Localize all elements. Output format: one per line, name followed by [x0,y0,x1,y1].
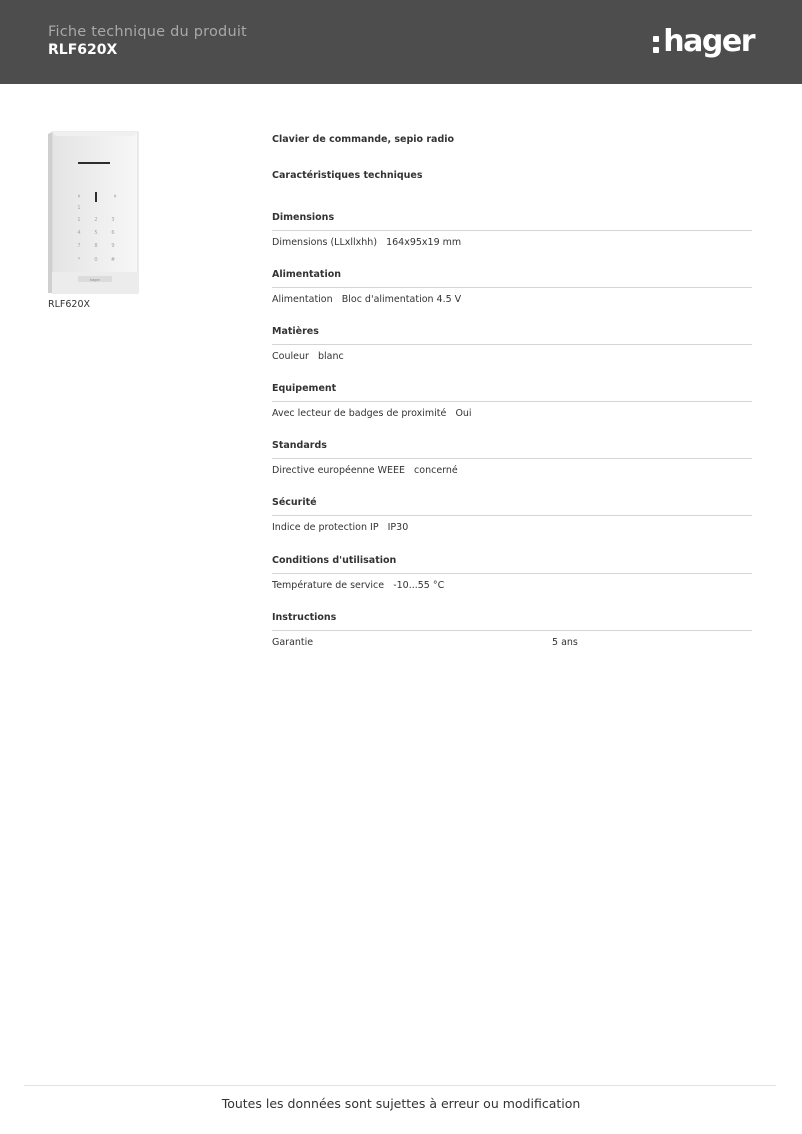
spec-value: concerné [414,465,458,476]
spec-section [272,496,752,535]
spec-row [272,288,752,307]
spec-section [272,325,752,364]
section-heading: Instructions [272,611,752,631]
keypad-key: 0 [94,257,98,263]
keypad-key: 8 [94,243,98,249]
section-heading: Standards [272,439,752,459]
spec-row [272,516,752,535]
footer-disclaimer: Toutes les données sont sujettes à erreur ou modification [221,1096,581,1111]
product-reference: RLF620X [48,42,118,58]
spec-section [272,268,752,307]
spec-row [272,231,752,250]
product-title: Clavier de commande, sepio radio [272,134,455,145]
footer-divider [24,1085,776,1086]
spec-label: Directive européenne WEEE [272,465,405,476]
logo-wordmark: hager [663,24,754,59]
keypad-key: 5 [94,230,98,236]
keypad-key: # [110,257,116,263]
spec-row [272,574,752,593]
spec-section [272,211,752,250]
spec-section [272,611,752,650]
spec-value: Oui [455,408,472,419]
keypad-key: 4 [77,230,81,236]
page-header [0,0,802,84]
section-heading: Alimentation [272,268,752,288]
spec-label: Alimentation [272,294,333,305]
keypad-key: 2 [94,217,98,223]
spec-section [272,554,752,593]
section-heading: Sécurité [272,496,752,516]
keypad-key: 1 [77,205,81,211]
keypad-key: 7 [77,243,81,249]
section-heading: Matières [272,325,752,345]
spec-label: Dimensions (LLxllxhh) [272,237,378,248]
section-heading: Dimensions [272,211,752,231]
spec-value: blanc [317,351,344,362]
svg-text:◗: ◗ [113,193,117,198]
spec-label: Garantie [272,637,314,648]
keypad-key: 6 [111,230,115,236]
logo-dots-icon [653,36,659,53]
keypad-key: 1 [77,217,81,223]
spec-label: Avec lecteur de badges de proximité [272,408,447,419]
spec-row [272,402,752,421]
spec-row [272,631,752,650]
document-type-label: Fiche technique du produit [48,24,247,40]
spec-value: 5 ans [552,637,578,648]
spec-label: Couleur [272,351,309,362]
spec-value: 164x95x19 mm [386,237,462,248]
spec-value: IP30 [387,522,409,533]
spec-value: -10...55 °C [393,580,445,591]
device-brand-label: hager [89,278,101,282]
section-heading: Conditions d'utilisation [272,554,752,574]
spec-label: Indice de protection IP [272,522,379,533]
spec-section [272,439,752,478]
hager-logo [653,22,754,62]
keypad-key: * [77,257,81,263]
spec-content [272,133,752,650]
spec-label: Température de service [272,580,385,591]
spec-value: Bloc d'alimentation 4.5 V [341,294,462,305]
product-image-caption: RLF620X [48,299,90,310]
section-heading: Equipement [272,382,752,402]
specs-heading: Caractéristiques techniques [272,170,423,181]
svg-text:◖: ◖ [77,193,81,198]
spec-row [272,345,752,364]
spec-row [272,459,752,478]
keypad-key: 9 [111,243,115,249]
spec-section [272,382,752,421]
product-image [48,131,140,294]
keypad-key: 3 [111,217,115,223]
